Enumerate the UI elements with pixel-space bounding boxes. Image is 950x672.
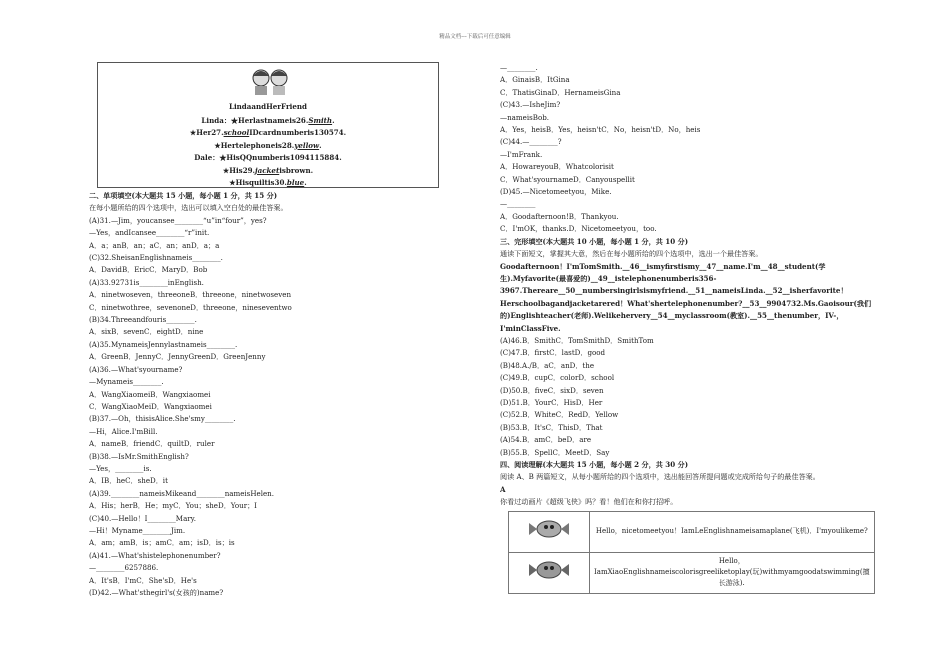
question-line: (A)31.—Jim，youcansee________“u”in“four”，yes? bbox=[89, 215, 267, 225]
question-line: A．HowareyouB．Whatcolorisit bbox=[500, 162, 614, 172]
question-line: C．I'mOK，thanks.D．Nicetomeetyou，too. bbox=[500, 224, 657, 234]
left-column bbox=[89, 62, 441, 599]
reading-row bbox=[509, 511, 875, 552]
question-line: —Yes，________is. bbox=[89, 463, 152, 473]
question-line: (A)41.—What'shistelephonenumber? bbox=[89, 550, 221, 560]
question-line: —________ bbox=[500, 199, 536, 209]
question-line: (A)35.MynameisJennylastnameis________. bbox=[89, 339, 238, 349]
cloze-option-line: (A)54.B．amC．beD．are bbox=[500, 435, 592, 445]
question-line: (D)45.—Nicetomeetyou，Mike. bbox=[500, 187, 612, 197]
question-line: A．It'sB．I'mC．She'sD．He's bbox=[89, 575, 197, 585]
question-line: (D)42.—What'sthegirl's(女孩的)name? bbox=[89, 588, 224, 597]
reading-label: A bbox=[500, 484, 506, 494]
intro-line: ★Her27.schoolIDcardnumberis130574. bbox=[189, 128, 347, 138]
question-line: A．IB．heC．sheD．it bbox=[89, 476, 168, 486]
question-line: —I'mFrank. bbox=[500, 149, 543, 159]
question-line: (B)37.—Oh，thisisAlice.She'smy________. bbox=[89, 414, 236, 424]
question-line: (C)32.SheisanEnglishnameis________. bbox=[89, 253, 223, 263]
reading-row-text: Hello，nicetomeetyou！IamLeEnglishnameisamaplane(飞机)．I'myoulikeme? bbox=[590, 511, 875, 552]
question-line: 在每小题所给的四个选项中，选出可以填入空白处的最佳答案。 bbox=[89, 203, 288, 213]
question-line: C．ninetwothree，sevenoneD．threeone，nineseventwo bbox=[89, 302, 292, 312]
question-line: A．Yes，heisB．Yes，heisn'tC．No，heisn'tD．No，heis bbox=[500, 125, 701, 135]
question-line: —Hi，Alice.I'mBill. bbox=[89, 426, 158, 436]
question-line: (C)40.—Hello！I________Mary. bbox=[89, 513, 197, 523]
question-line: A．GinaisB．ItGina bbox=[500, 75, 570, 85]
question-line: (A)39.________nameisMikeand________nameisHelen. bbox=[89, 488, 274, 498]
question-line: —Yes，andIcansee________“r”init. bbox=[89, 228, 210, 238]
question-line: A．ninetwoseven，threeoneB．threeone，ninetwoseven bbox=[89, 290, 292, 300]
question-line: C．WangXiaoMeiD．Wangxiaomei bbox=[89, 401, 212, 411]
question-line: A．His；herB．He；myC．You；sheD．Your；I bbox=[89, 501, 257, 511]
cloze-option-line: (B)48.A./B．aC．anD．the bbox=[500, 360, 595, 370]
cloze-option-line: (C)49.B．cupC．colorD．school bbox=[500, 373, 615, 383]
question-line: A．sixB．sevenC．eightD．nine bbox=[89, 327, 204, 337]
question-line: 通读下面短文，掌握其大意，然后在每小题所给的四个选项中，选出一个最佳答案。 bbox=[500, 249, 763, 259]
page-header: 精品文档---下载后可任意编辑 bbox=[439, 34, 511, 40]
reading-heading: 四、阅读理解(本大题共 15 小题，每小题 2 分，共 30 分) bbox=[500, 460, 689, 469]
right-column bbox=[500, 62, 880, 594]
question-line: —nameisBob. bbox=[500, 112, 550, 122]
intro-line: ★Hertelephoneis28.yellow. bbox=[214, 140, 322, 150]
question-line: A．am；amB．is；amC．am；isD．is；is bbox=[89, 538, 235, 548]
intro-line: ★Hisquiltis30.blue. bbox=[229, 178, 307, 187]
question-line: —Hi！Myname________Jim. bbox=[89, 525, 186, 535]
question-line: —Mynameis________. bbox=[89, 377, 164, 387]
intro-box bbox=[97, 62, 439, 188]
plane-character-icon bbox=[529, 554, 569, 586]
question-line: 三、完形填空(本大题共 10 小题，每小题 1 分，共 10 分) bbox=[500, 236, 689, 246]
question-line: —________6257886. bbox=[89, 563, 159, 573]
question-line: (B)38.—IsMr.SmithEnglish? bbox=[89, 451, 189, 461]
intro-title: LindaandHerFriend bbox=[228, 102, 308, 111]
reading-question: 你看过动画片《超级飞侠》吗？看！他们在和你打招呼。 bbox=[500, 497, 678, 507]
question-line: (A)36.—What'syourname? bbox=[89, 364, 183, 374]
cloze-option-line: (D)50.B．fiveC．sixD．seven bbox=[500, 385, 604, 395]
intro-line: ★His29.jacketisbrown. bbox=[222, 165, 314, 175]
question-line: (B)34.Threeandfouris________. bbox=[89, 315, 197, 325]
question-line: C．What'syournameD．Canyouspellit bbox=[500, 174, 635, 184]
intro-line: Dale：★HisQQnumberis1094115884. bbox=[194, 153, 342, 163]
cloze-option-line: (C)47.B．firstC．lastD．good bbox=[500, 348, 606, 358]
question-line: A．Goodafternoon!B．Thankyou. bbox=[500, 211, 619, 221]
question-line: A．a；anB．an；aC．an；anD．a；a bbox=[89, 240, 220, 250]
question-line: C．ThatisGinaD．HernameisGina bbox=[500, 87, 621, 97]
cloze-passage: Goodafternoon！I'mTomSmith.__46__ismyfirstismy__47__name.I'm__48__student(学生).Myfavorite(最喜爱的)__49__istelephonenumberis356-3967.Thereare__50__numbersingirlsismyfriend.__51__nameisLinda.__52__isherfavorite！Herschoolbagandjacketarered！What'shertelephonenumber?__53__9904732.Ms.Gaoisour(我们的)Englishteacher(老师).Welikehervery__54__myclassroom(教室).__55__thenumber，IV-，I'minClassFive. bbox=[500, 261, 872, 333]
question-line: (C)43.—IsheJim? bbox=[500, 100, 561, 110]
cloze-option-line: (B)53.B．It'sC．ThisD．That bbox=[500, 422, 603, 432]
question-line: —________. bbox=[500, 63, 538, 72]
question-line: A．nameB．friendC．quiltD．ruler bbox=[89, 439, 215, 449]
children-illustration-icon bbox=[246, 66, 294, 96]
reading-instruction: 阅读 A、B 两篇短文，从每小题所给的四个选项中，选出能回答所提问题或完成所给句子的最佳答案。 bbox=[500, 472, 820, 482]
cloze-option-line: (C)52.B．WhiteC．RedD．Yellow bbox=[500, 410, 619, 420]
question-line: 二、单项填空(本大题共 15 小题，每小题 1 分，共 15 分) bbox=[89, 191, 278, 200]
intro-line: Linda：★Herlastnameis26.Smith. bbox=[201, 116, 335, 125]
cloze-option-line: (B)55.B．SpellC．MeetD．Say bbox=[500, 447, 610, 457]
cloze-option-line: (D)51.B．YourC．HisD．Her bbox=[500, 397, 603, 407]
cloze-option-line: (A)46.B．SmithC．TomSmithD．SmithTom bbox=[500, 335, 654, 345]
question-line: A．WangXiaomeiB．Wangxiaomei bbox=[89, 389, 211, 399]
question-line: A．GreenB．JennyC．JennyGreenD．GreenJenny bbox=[89, 352, 266, 362]
reading-row bbox=[509, 552, 875, 593]
reading-row-text: Hello，IamXiaoEnglishnameiscolorisgreeliketoplay(玩)withmyamgoodatswimming(擅长游泳). bbox=[590, 552, 875, 593]
plane-character-icon bbox=[529, 513, 569, 545]
reading-table bbox=[508, 511, 875, 594]
question-line: (A)33.92731is________inEnglish. bbox=[89, 277, 204, 287]
question-line: (C)44.—________? bbox=[500, 137, 562, 147]
question-line: A．DavidB．EricC．MaryD．Bob bbox=[89, 265, 208, 275]
